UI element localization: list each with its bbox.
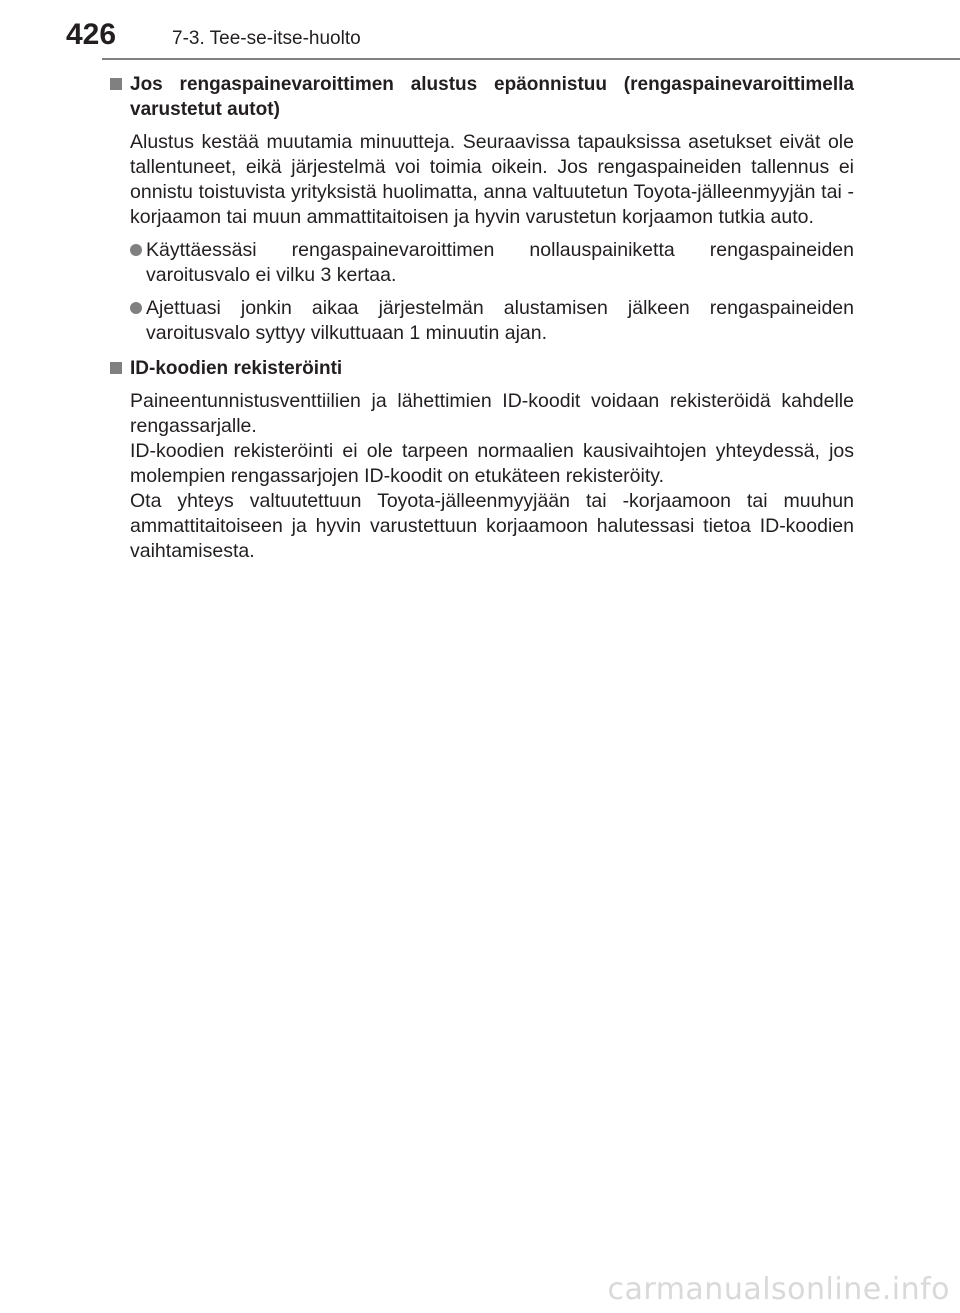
page-number: 426 — [66, 18, 117, 51]
circle-bullet-icon — [130, 244, 142, 256]
page-header — [0, 0, 960, 62]
paragraph-line: ID-koodien rekisteröinti ei ole tarpeen normaalien kausivaihtojen yhteydessä, jos molempien rengassarjojen ID-koodit on etukäteen rekisteröity. — [130, 440, 854, 487]
watermark: carmanualsonline.info — [607, 1272, 950, 1307]
section-heading-text: Jos rengaspainevaroittimen alustus epäonnistuu (rengaspainevaroittimella varustetut autot) — [130, 74, 854, 120]
circle-bullet-icon — [130, 302, 142, 314]
list-item — [130, 296, 854, 346]
paragraph-line: Ota yhteys valtuutettuun Toyota-jälleenmyyjään tai -korjaamoon tai muuhun ammattitaitoiseen ja hyvin varustettuun korjaamoon halutessasi tietoa ID-koodien vaihtamisesta. — [130, 490, 854, 562]
section-heading — [110, 72, 854, 122]
section-init-failure — [110, 72, 854, 346]
square-bullet-icon — [110, 362, 122, 374]
square-bullet-icon — [110, 78, 122, 90]
list-item-text: Käyttäessäsi rengaspainevaroittimen nollauspainiketta rengaspaineiden varoitusvalo ei vilku 3 kertaa. — [146, 239, 854, 286]
section-title: 7-3. Tee-se-itse-huolto — [172, 28, 361, 49]
section-id-registration — [110, 356, 854, 564]
list-item-text: Ajettuasi jonkin aikaa järjestelmän alustamisen jälkeen rengaspaineiden varoitusvalo syttyy vilkuttuaan 1 minuutin ajan. — [146, 297, 854, 344]
section-heading — [110, 356, 854, 381]
section-heading-text: ID-koodien rekisteröinti — [130, 358, 343, 379]
page-content — [110, 72, 854, 570]
paragraph-line: Paineentunnistusventtiilien ja lähettimien ID-koodit voidaan rekisteröidä kahdelle rengassarjalle. — [130, 390, 854, 437]
list-item — [130, 238, 854, 288]
body-paragraph: Alustus kestää muutamia minuutteja. Seuraavissa tapauksissa asetukset eivät ole tallentuneet, eikä järjestelmä voi toimia oikein. Jos rengaspaineiden tallennus ei onnistu toistuvista yrityksistä huolimatta, anna valtuutetun Toyota-jälleenmyyjän tai -korjaamon tai muun ammattitaitoisen ja hyvin varustetun korjaamon tutkia auto. — [130, 131, 854, 228]
header-divider — [102, 58, 960, 60]
body-paragraph — [130, 389, 854, 564]
